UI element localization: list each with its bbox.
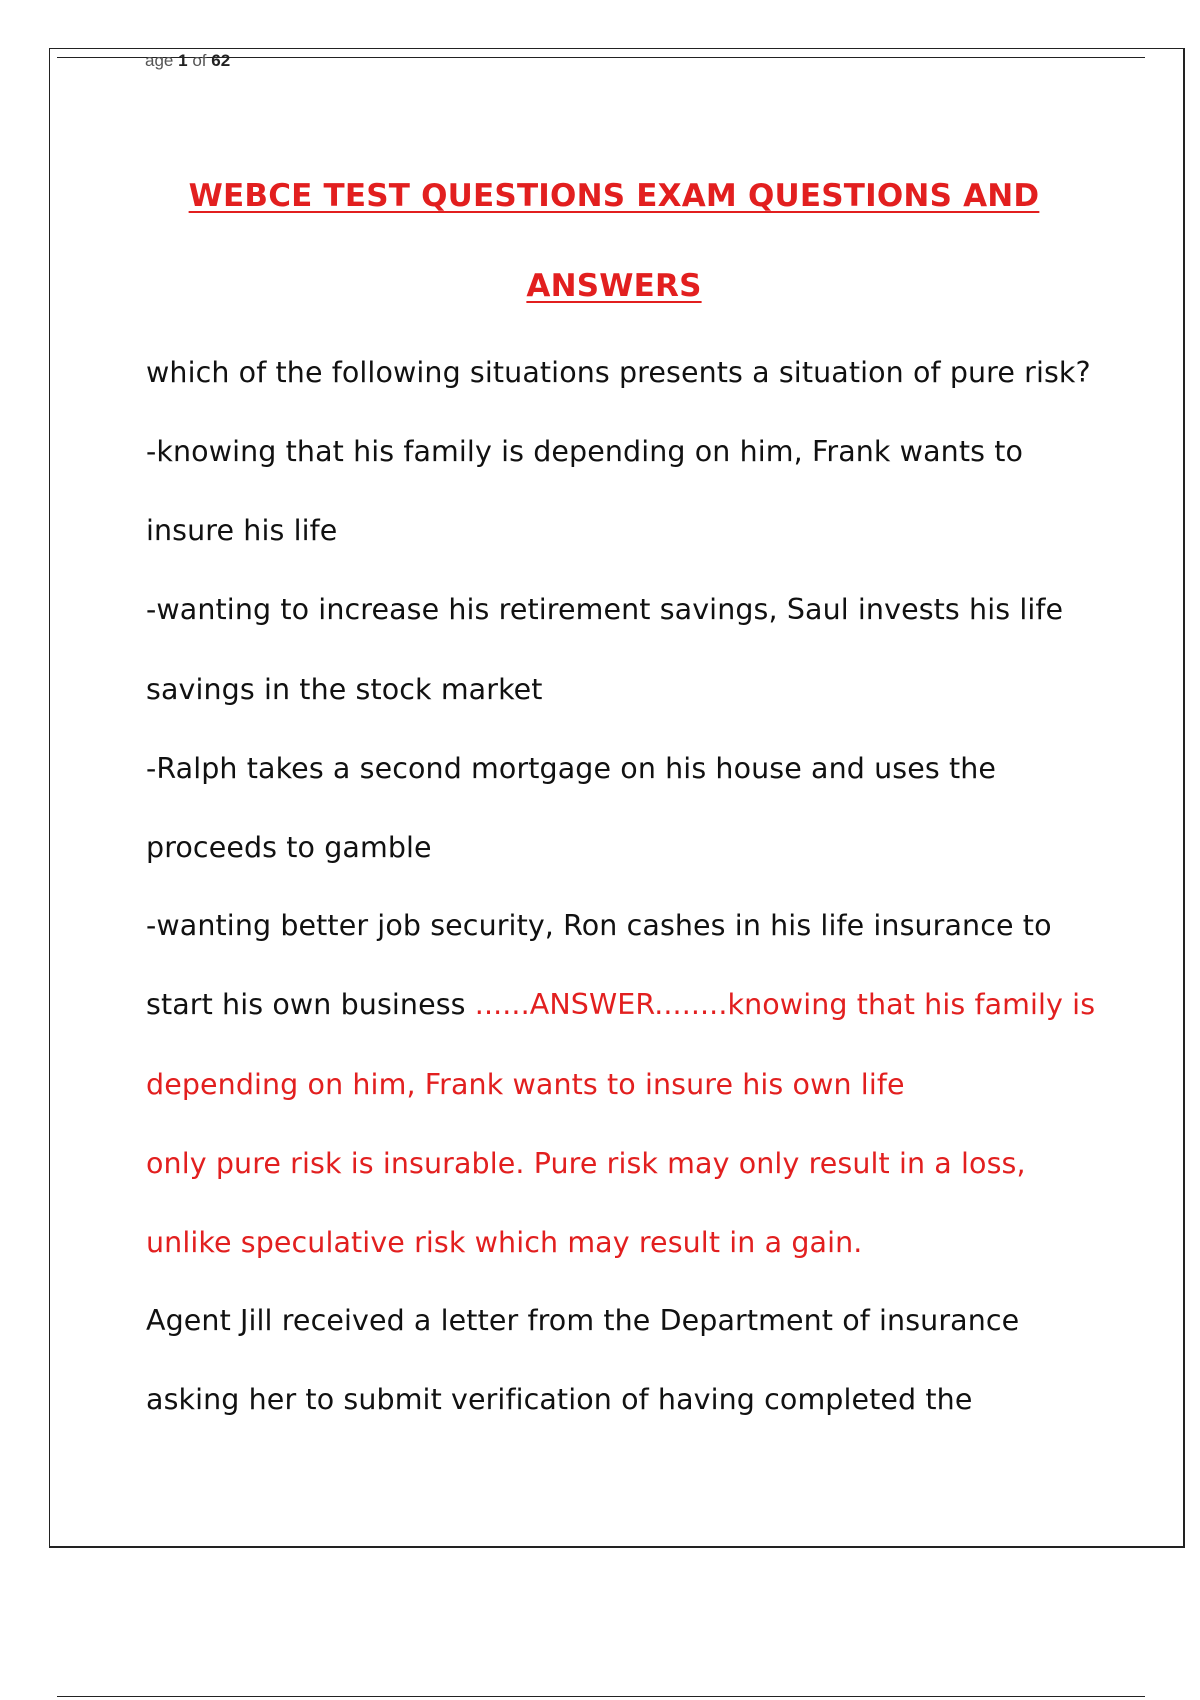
question-1-line-9 bbox=[146, 987, 1095, 1023]
question-1-line-7: proceeds to gamble bbox=[146, 831, 432, 864]
document-title-line-2: ANSWERS bbox=[526, 268, 702, 304]
question-1-line-4: -wanting to increase his retirement savings, Saul invests his life bbox=[146, 593, 1064, 626]
question-2-line-1: Agent Jill received a letter from the Department of insurance bbox=[146, 1304, 1020, 1337]
question-1-line-6: -Ralph takes a second mortgage on his house and uses the bbox=[146, 752, 997, 785]
question-2-line-2: asking her to submit verification of having completed the bbox=[146, 1383, 973, 1416]
page-number: 1 bbox=[178, 51, 188, 70]
question-1-line-9-text: start his own business bbox=[146, 988, 475, 1021]
page-counter-of: of bbox=[192, 51, 207, 70]
question-1-line-1: which of the following situations presents a situation of pure risk? bbox=[146, 356, 1091, 389]
page-total: 62 bbox=[211, 51, 231, 70]
answer-1-line-2: only pure risk is insurable. Pure risk may only result in a loss, bbox=[146, 1147, 1026, 1180]
question-1-line-3: insure his life bbox=[146, 514, 338, 547]
question-1-line-5: savings in the stock market bbox=[146, 673, 543, 706]
page-counter bbox=[145, 51, 230, 71]
next-page-top-rule bbox=[57, 1696, 1145, 1697]
answer-1-line-3: unlike speculative risk which may result in a gain. bbox=[146, 1226, 863, 1259]
answer-marker: ......ANSWER........knowing that his family is bbox=[474, 988, 1096, 1021]
answer-1-line-1: depending on him, Frank wants to insure his own life bbox=[146, 1068, 905, 1101]
page-counter-prefix: age bbox=[145, 51, 174, 70]
question-1-line-8: -wanting better job security, Ron cashes in his life insurance to bbox=[146, 909, 1052, 942]
document-title-line-1: WEBCE TEST QUESTIONS EXAM QUESTIONS AND bbox=[188, 178, 1040, 214]
question-1-line-2: -knowing that his family is depending on him, Frank wants to bbox=[146, 435, 1024, 468]
